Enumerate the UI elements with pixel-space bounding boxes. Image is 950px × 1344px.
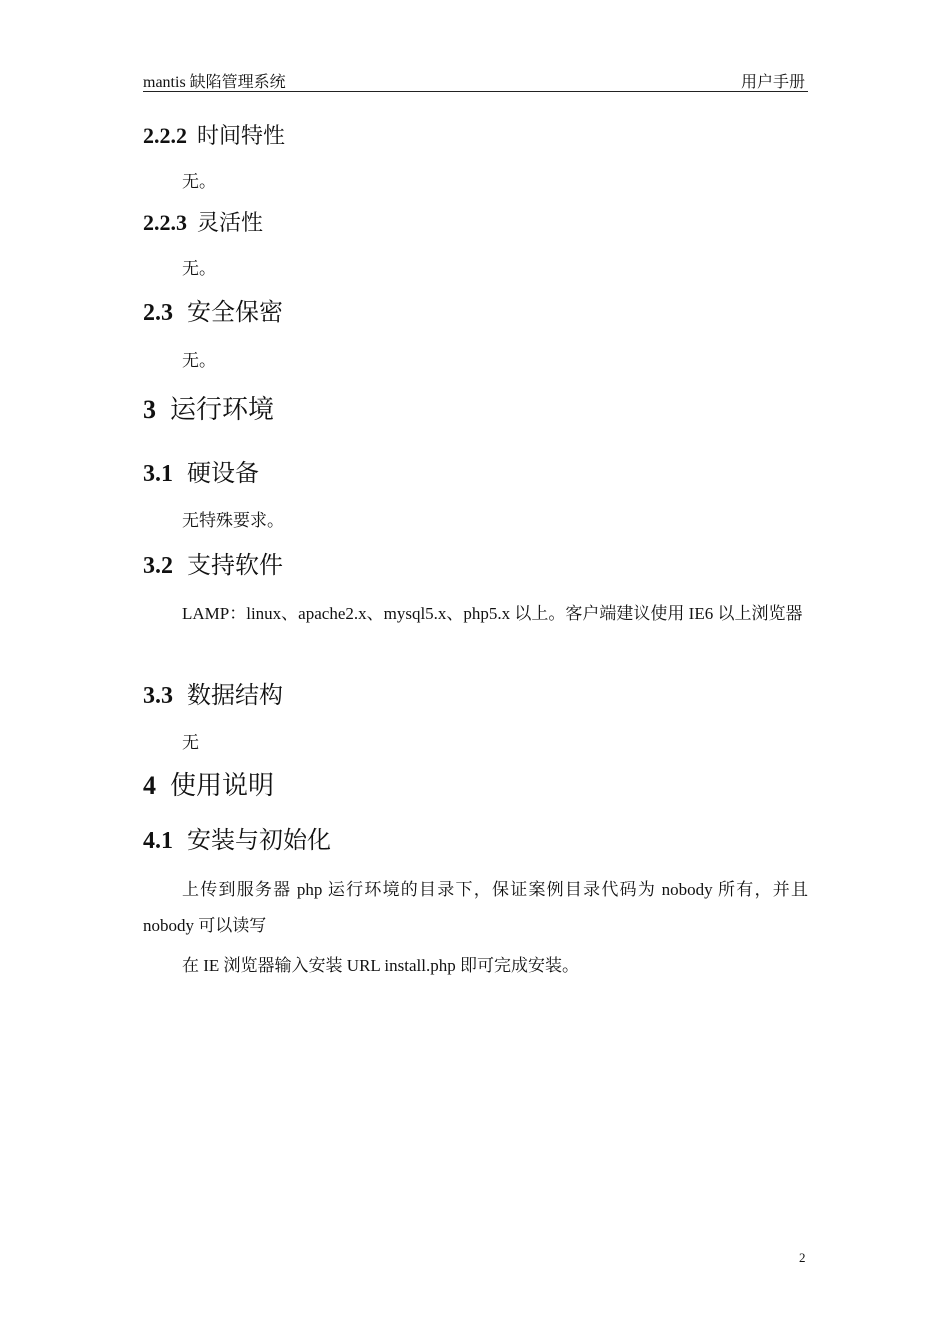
paragraph-3-2: LAMP：linux、apache2.x、mysql5.x、php5.x 以上。客户端建议使用 IE6 以上浏览器: [182, 604, 803, 623]
heading-3-2: [143, 545, 283, 580]
heading-4: [143, 765, 274, 802]
heading-title: 安装与初始化: [187, 826, 331, 854]
header-doc-type: 用户手册: [740, 74, 805, 91]
heading-4-1: [143, 820, 331, 855]
heading-number: 3.3: [143, 683, 173, 709]
header-system-name: mantis 缺陷管理系统: [143, 74, 286, 91]
heading-number: 3: [143, 395, 156, 424]
paragraph-3-3: 无: [182, 733, 199, 752]
heading-title: 灵活性: [197, 211, 264, 236]
paragraph-2-2-2: 无。: [182, 172, 216, 191]
heading-title: 硬设备: [187, 459, 259, 487]
heading-title: 运行环境: [170, 395, 275, 425]
paragraph-2-3: 无。: [182, 351, 216, 370]
heading-number: 2.2.2: [143, 123, 187, 148]
paragraph-3-1: 无特殊要求。: [182, 511, 284, 530]
heading-title: 安全保密: [187, 298, 283, 326]
heading-3-1: [143, 453, 259, 488]
heading-number: 2.3: [143, 300, 173, 326]
heading-number: 3.2: [143, 553, 173, 579]
page-number: 2: [799, 1250, 806, 1265]
heading-2-3: [143, 292, 283, 327]
heading-title: 使用说明: [170, 771, 275, 801]
heading-title: 数据结构: [187, 681, 283, 709]
heading-number: 4: [143, 771, 156, 800]
heading-3-3: [143, 675, 283, 710]
heading-title: 支持软件: [187, 551, 283, 579]
paragraph-2-2-3: 无。: [182, 259, 216, 278]
paragraph-4-1-b: 在 IE 浏览器输入安装 URL install.php 即可完成安装。: [182, 956, 579, 975]
page-header: [143, 67, 808, 92]
heading-number: 4.1: [143, 828, 173, 854]
heading-2-2-2: [143, 119, 285, 150]
heading-title: 时间特性: [197, 124, 286, 149]
heading-3: [143, 389, 274, 426]
heading-2-2-3: [143, 206, 263, 237]
heading-number: 2.2.3: [143, 210, 187, 235]
paragraph-4-1-a: 上传到服务器 php 运行环境的目录下，保证案例目录代码为 nobody 所有，并且 nobody 可以读写: [143, 880, 808, 935]
heading-number: 3.1: [143, 461, 173, 487]
